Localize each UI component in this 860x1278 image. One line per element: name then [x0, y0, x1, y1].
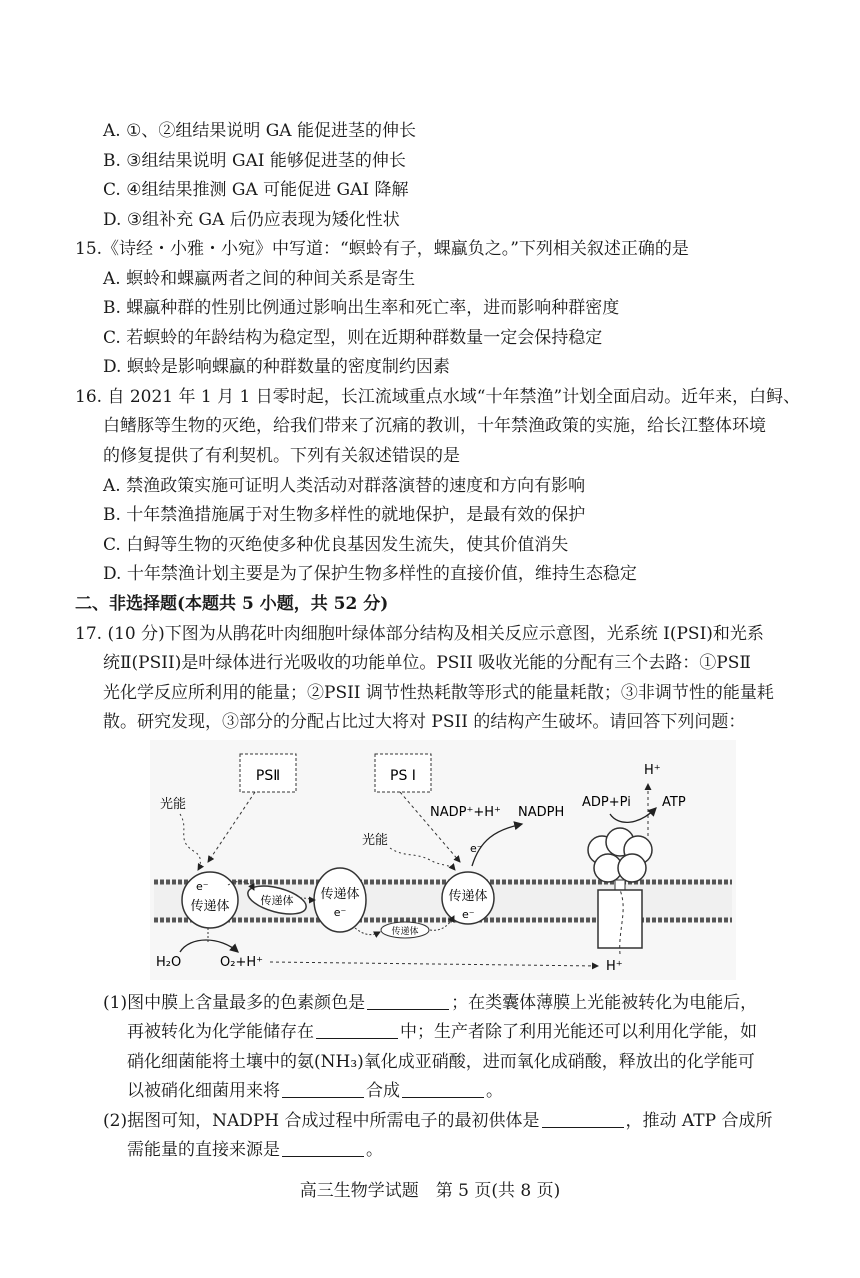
q17-stem-line3: 光化学反应所利用的能量；②PSII 调节性热耗散等形式的能量耗散；③非调节性的能量耗	[103, 683, 774, 703]
answer-blank[interactable]	[282, 1083, 364, 1098]
carrier-label: 传递体	[320, 887, 360, 902]
q17-stem-line4: 散。研究发现，③部分的分配占比过大将对 PSII 的结构产生破坏。请回答下列问题：	[103, 712, 746, 732]
psii-label: PSⅡ	[255, 768, 281, 784]
q16-option-d: D. 十年禁渔计划主要是为了保护生物多样性的直接价值，维持生态稳定	[103, 564, 637, 584]
answer-blank[interactable]	[542, 1113, 624, 1128]
q15-option-a: A. 螟蛉和蜾蠃两者之间的种间关系是寄生	[103, 269, 416, 289]
water-label: H₂O	[156, 955, 182, 970]
q15-option-c: C. 若螟蛉的年龄结构为稳定型，则在近期种群数量一定会保持稳定	[103, 328, 603, 348]
h-ion-top-label: H⁺	[644, 763, 661, 778]
psi-box	[375, 754, 431, 792]
q14-option-b: B. ③组结果说明 GAI 能够促进茎的伸长	[103, 151, 406, 171]
answer-blank[interactable]	[367, 995, 449, 1010]
carrier-label: 传递体	[448, 889, 488, 904]
page-footer: 高三生物学试题 第 5 页(共 8 页)	[299, 1181, 561, 1201]
psii-carrier	[182, 872, 238, 928]
atp-label: ATP	[662, 795, 686, 810]
q17-sub1-line4: 以被硝化细菌用来将 合成 。	[127, 1081, 503, 1101]
q16-option-a: A. 禁渔政策实施可证明人类活动对群落演替的速度和方向有影响	[103, 476, 586, 496]
oxygen-label: O₂+H⁺	[220, 955, 263, 970]
cytochrome-carrier	[314, 868, 366, 932]
q14-option-a: A. ①、②组结果说明 GA 能促进茎的伸长	[103, 121, 416, 141]
q17-sub2-line1: (2)据图可知，NADPH 合成过程中所需电子的最初供体是 ，推动 ATP 合成所	[103, 1111, 773, 1131]
q17-sub1-line3: 硝化细菌能将土壤中的氨(NH₃)氧化成亚硝酸，进而氧化成硝酸，释放出的化学能可	[127, 1052, 755, 1072]
electron-label: e⁻	[470, 842, 483, 855]
q14-option-c: C. ④组结果推测 GA 可能促进 GAI 降解	[103, 180, 409, 200]
q16-stem-line2: 白鳍豚等生物的灭绝，给我们带来了沉痛的教训，十年禁渔政策的实施，给长江整体环境	[103, 416, 766, 436]
q17-sub1-line1: (1)图中膜上含量最多的色素颜色是 ；在类囊体薄膜上光能被转化为电能后，	[103, 993, 758, 1013]
electron-label: e⁻	[333, 906, 347, 919]
electron-label: e⁻	[196, 880, 209, 893]
adp-pi-label: ADP+Pi	[582, 795, 631, 810]
q17-stem-line2: 统Ⅱ(PSII)是叶绿体进行光吸收的功能单位。PSII 吸收光能的分配有三个去路：①PSⅡ	[103, 653, 751, 673]
plastocyanin-carrier	[381, 922, 429, 938]
nadph-label: NADPH	[518, 805, 565, 820]
q15-stem: 15.《诗经・小雅・小宛》中写道：“螟蛉有子，蜾蠃负之。”下列相关叙述正确的是	[75, 239, 689, 259]
carrier-label: 传递体	[391, 927, 419, 937]
answer-blank[interactable]	[282, 1142, 364, 1157]
section-2-title: 二、非选择题(本题共 5 小题，共 52 分)	[75, 594, 389, 614]
thylakoid-membrane-diagram	[150, 740, 736, 980]
light-energy-label-1: 光能	[160, 797, 187, 812]
q16-stem-line3: 的修复提供了有利契机。下列有关叙述错误的是	[103, 446, 460, 466]
q17-stem-line1: 17. (10 分)下图为从鹃花叶肉细胞叶绿体部分结构及相关反应示意图，光系统 I(PSI)和光系	[75, 624, 764, 644]
q15-option-d: D. 螟蛉是影响蜾蠃的种群数量的密度制约因素	[103, 357, 450, 377]
h-ion-bottom-label: H⁺	[606, 959, 623, 974]
q15-option-b: B. 蜾蠃种群的性别比例通过影响出生率和死亡率，进而影响种群密度	[103, 298, 620, 318]
q16-option-c: C. 白鲟等生物的灭绝使多种优良基因发生流失，使其价值消失	[103, 535, 569, 555]
psii-box	[240, 754, 296, 792]
q16-stem-line1: 16. 自 2021 年 1 月 1 日零时起，长江流域重点水域“十年禁渔”计划全面启动。近年来，白鲟、	[75, 387, 801, 407]
answer-blank[interactable]	[402, 1083, 484, 1098]
q17-sub1-line2: 再被转化为化学能储存在 中；生产者除了利用光能还可以利用化学能，如	[127, 1022, 757, 1042]
electron-label: e⁻	[462, 908, 475, 921]
q17-sub2-line2: 需能量的直接来源是 。	[127, 1140, 383, 1160]
carrier-label: 传递体	[190, 899, 230, 914]
q16-option-b: B. 十年禁渔措施属于对生物多样性的就地保护，是最有效的保护	[103, 505, 586, 525]
light-energy-label-2: 光能	[362, 833, 389, 848]
q14-option-d: D. ③组补充 GA 后仍应表现为矮化性状	[103, 210, 400, 230]
answer-blank[interactable]	[316, 1024, 398, 1039]
psi-label: PS I	[390, 768, 416, 784]
carrier-label: 传递体	[260, 894, 294, 907]
nadp-label: NADP⁺+H⁺	[430, 805, 501, 820]
